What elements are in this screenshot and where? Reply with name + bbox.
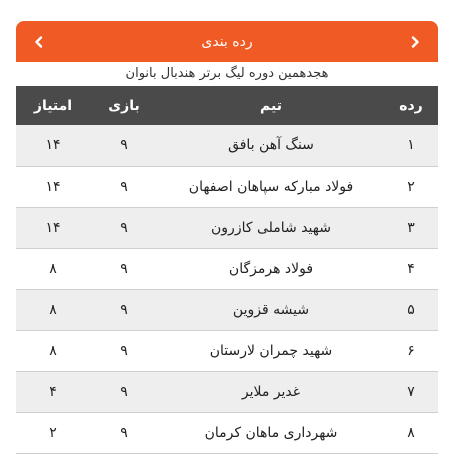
team-cell: شهرداری ماهان کرمان <box>204 424 338 441</box>
points-cell: ۲ <box>49 424 57 441</box>
table-row <box>16 412 438 453</box>
standings-table <box>16 86 438 454</box>
rank-cell: ۱ <box>407 137 415 154</box>
played-cell: ۹ <box>120 301 128 318</box>
played-cell: ۹ <box>120 137 128 154</box>
league-name: هجدهمین دوره لیگ برتر هندبال بانوان <box>125 66 329 81</box>
table-row <box>16 248 438 289</box>
points-cell: ۸ <box>49 260 57 277</box>
team-cell: شهید شاملی کازرون <box>211 219 331 236</box>
played-cell: ۹ <box>120 260 128 277</box>
rank-cell: ۸ <box>407 424 415 441</box>
table-row <box>16 330 438 371</box>
points-cell: ۱۴ <box>45 178 61 195</box>
table-row <box>16 289 438 330</box>
table-row <box>16 371 438 412</box>
played-cell: ۹ <box>120 342 128 359</box>
chevron-right-icon[interactable] <box>404 31 426 53</box>
rank-cell: ۴ <box>407 260 415 277</box>
points-cell: ۴ <box>49 383 57 400</box>
column-header-team: تیم <box>260 97 282 114</box>
chevron-left-icon[interactable] <box>28 31 50 53</box>
played-cell: ۹ <box>120 178 128 195</box>
column-header-points: امتیاز <box>33 97 73 114</box>
table-row <box>16 166 438 207</box>
table-row <box>16 125 438 166</box>
standings-header <box>16 21 438 62</box>
standings-title: رده بندی <box>201 33 253 50</box>
team-cell: فولاد مبارکه سپاهان اصفهان <box>188 178 354 195</box>
team-cell: سنگ آهن بافق <box>228 137 314 154</box>
points-cell: ۸ <box>49 301 57 318</box>
played-cell: ۹ <box>120 383 128 400</box>
rank-cell: ۵ <box>407 301 415 318</box>
standings-widget <box>16 21 438 454</box>
played-cell: ۹ <box>120 219 128 236</box>
table-row <box>16 207 438 248</box>
points-cell: ۱۴ <box>45 219 61 236</box>
column-header-rank: رده <box>399 97 423 114</box>
points-cell: ۱۴ <box>45 137 61 154</box>
points-cell: ۸ <box>49 342 57 359</box>
team-cell: شیشه قزوین <box>232 301 310 318</box>
rank-cell: ۶ <box>407 342 415 359</box>
rank-cell: ۲ <box>407 178 415 195</box>
rank-cell: ۳ <box>407 219 415 236</box>
table-header-row <box>16 86 438 125</box>
rank-cell: ۷ <box>407 383 415 400</box>
team-cell: غدیر ملایر <box>241 383 301 400</box>
column-header-played: بازی <box>108 97 140 114</box>
team-cell: فولاد هرمزگان <box>228 260 314 277</box>
played-cell: ۹ <box>120 424 128 441</box>
team-cell: شهید چمران لارستان <box>209 342 333 359</box>
